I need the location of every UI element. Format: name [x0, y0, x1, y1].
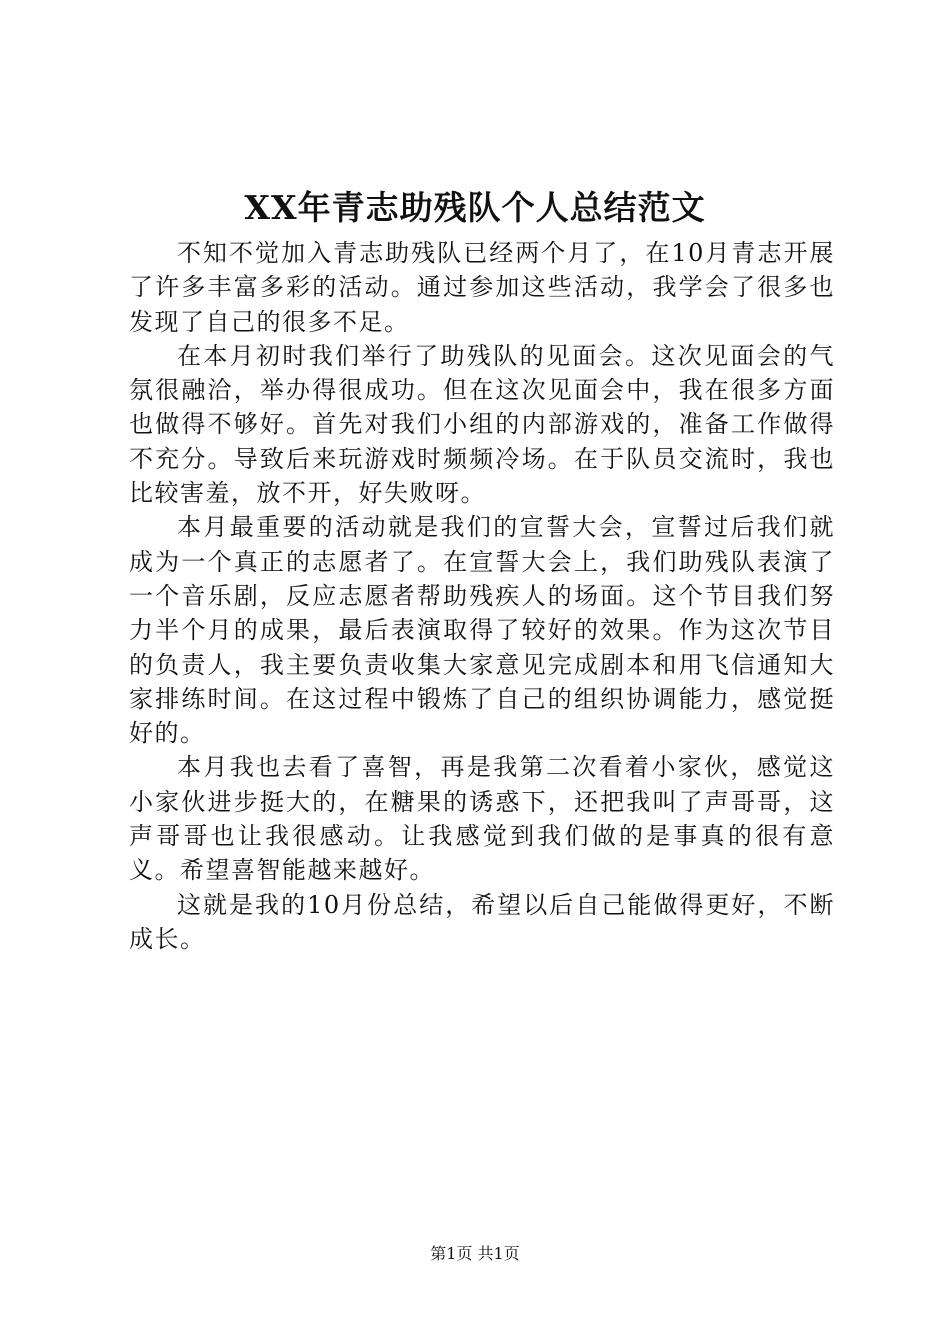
- paragraph-5: 这就是我的10月份总结，希望以后自己能做得更好，不断成长。: [129, 890, 835, 953]
- paragraph-1: 不知不觉加入青志助残队已经两个月了，在10月青志开展了许多丰富多彩的活动。通过参加这些活动，我学会了很多也发现了自己的很多不足。: [129, 239, 835, 336]
- document-body: [129, 236, 835, 956]
- paragraph-2: 在本月初时我们举行了助残队的见面会。这次见面会的气氛很融洽，举办得很成功。但在这次见面会中，我在很多方面也做得不够好。首先对我们小组的内部游戏的，准备工作做得不充分。导致后来玩游戏时频频冷场。在于队员交流时，我也比较害羞，放不开，好失败呀。: [129, 341, 835, 508]
- paragraph-3: 本月最重要的活动就是我们的宣誓大会，宣誓过后我们就成为一个真正的志愿者了。在宣誓大会上，我们助残队表演了一个音乐剧，反应志愿者帮助残疾人的场面。这个节目我们努力半个月的成果，最后表演取得了较好的效果。作为这次节目的负责人，我主要负责收集大家意见完成剧本和用飞信通知大家排练时间。在这过程中锻炼了自己的组织协调能力，感觉挺好的。: [129, 513, 835, 748]
- paragraph-4: 本月我也去看了喜智，再是我第二次看着小家伙，感觉这小家伙进步挺大的，在糖果的诱惑下，还把我叫了声哥哥，这声哥哥也让我很感动。让我感觉到我们做的是事真的很有意义。希望喜智能越来越好。: [129, 753, 835, 885]
- page-footer: 第1页 共1页: [430, 1244, 520, 1263]
- page-title: XX年青志助残队个人总结范文: [244, 188, 706, 227]
